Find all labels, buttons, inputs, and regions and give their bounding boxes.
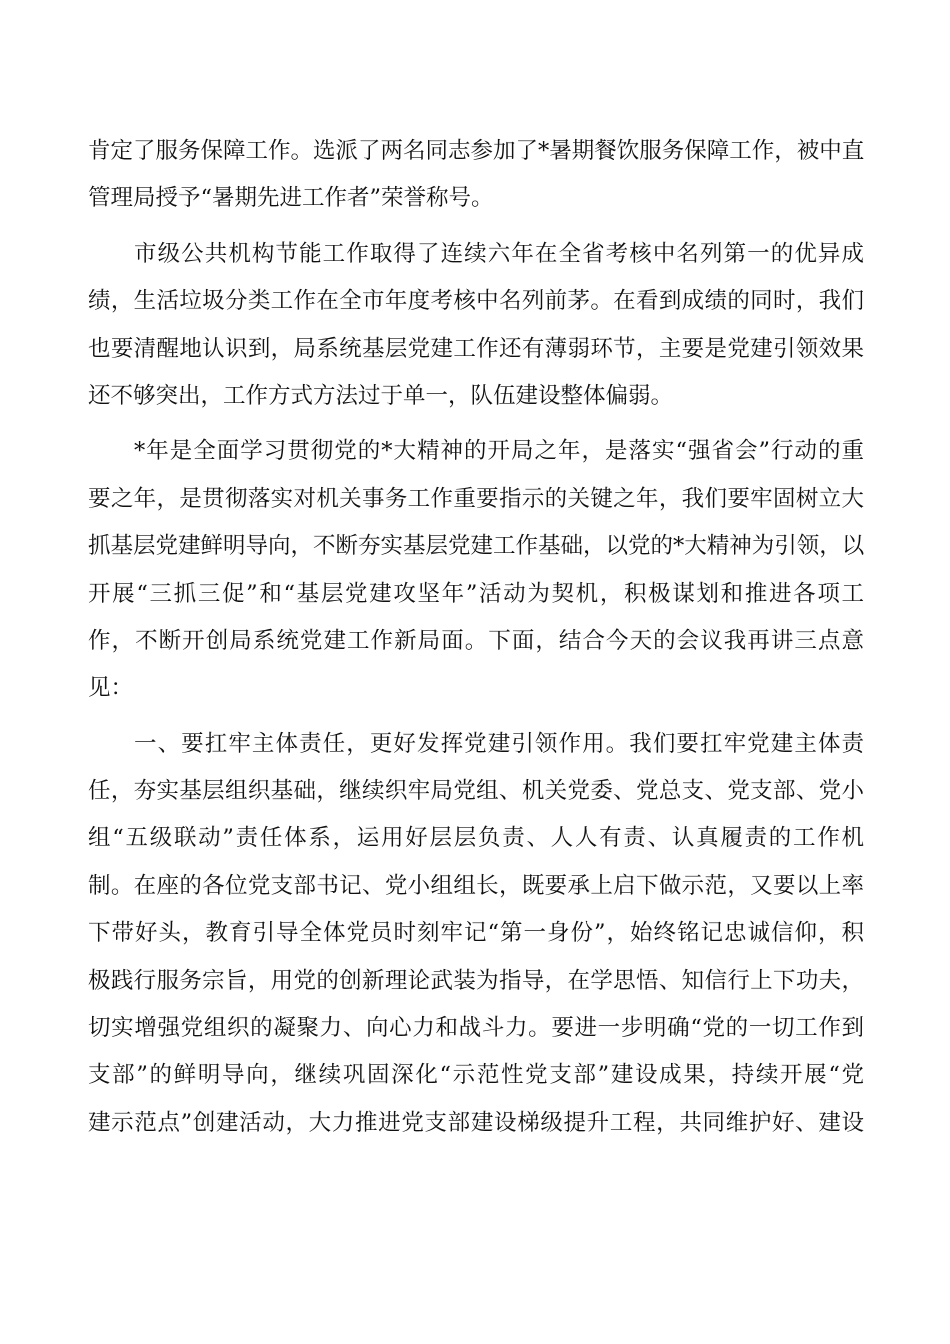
paragraph-3 <box>88 428 864 712</box>
text-line: 也要清醒地认识到，局系统基层党建工作还有薄弱环节，主要是党建引领效果 <box>88 335 864 362</box>
text-line: 市级公共机构节能工作取得了连续六年在全省考核中名列第一的优异成 <box>134 240 864 267</box>
text-line: 支部”的鲜明导向，继续巩固深化“示范性党支部”建设成果，持续开展“党 <box>88 1062 864 1089</box>
text-line: 开展“三抓三促”和“基层党建攻坚年”活动为契机，积极谋划和推进各项工 <box>88 580 864 607</box>
text-line: 见： <box>88 675 134 702</box>
text-line: 还不够突出，工作方式方法过于单一，队伍建设整体偏弱。 <box>88 382 674 409</box>
paragraph-1 <box>88 128 864 223</box>
text-line: 抓基层党建鲜明导向，不断夯实基层党建工作基础，以党的*大精神为引领，以 <box>88 533 865 560</box>
text-line: 作，不断开创局系统党建工作新局面。下面，结合今天的会议我再讲三点意 <box>88 627 864 654</box>
document-body <box>88 128 864 1147</box>
text-line: 一、要扛牢主体责任，更好发挥党建引领作用。我们要扛牢党建主体责 <box>134 730 864 757</box>
text-line: 切实增强党组织的凝聚力、向心力和战斗力。要进一步明确“党的一切工作到 <box>88 1015 864 1042</box>
text-line: 极践行服务宗旨，用党的创新理论武装为指导，在学思悟、知信行上下功夫， <box>88 967 864 994</box>
text-line: 管理局授予“暑期先进工作者”荣誉称号。 <box>88 185 494 212</box>
text-line: 组“五级联动”责任体系，运用好层层负责、人人有责、认真履责的工作机 <box>88 825 864 852</box>
text-line: 制。在座的各位党支部书记、党小组组长，既要承上启下做示范，又要以上率 <box>88 872 864 899</box>
paragraph-4 <box>88 721 864 1148</box>
text-line: 建示范点”创建活动，大力推进党支部建设梯级提升工程，共同维护好、建设 <box>88 1109 864 1136</box>
text-line: 绩，生活垃圾分类工作在全市年度考核中名列前茅。在看到成绩的同时，我们 <box>88 288 864 315</box>
text-line: 下带好头，教育引导全体党员时刻牢记“第一身份”，始终铭记忠诚信仰，积 <box>88 920 864 947</box>
text-line: 任，夯实基层组织基础，继续织牢局党组、机关党委、党总支、党支部、党小 <box>88 778 864 805</box>
text-line: *年是全面学习贯彻党的*大精神的开局之年，是落实“强省会”行动的重 <box>134 438 864 465</box>
paragraph-2 <box>88 231 864 421</box>
text-line: 要之年，是贯彻落实对机关事务工作重要指示的关键之年，我们要牢固树立大 <box>88 485 864 512</box>
text-line: 肯定了服务保障工作。选派了两名同志参加了*暑期餐饮服务保障工作，被中直 <box>88 138 865 164</box>
